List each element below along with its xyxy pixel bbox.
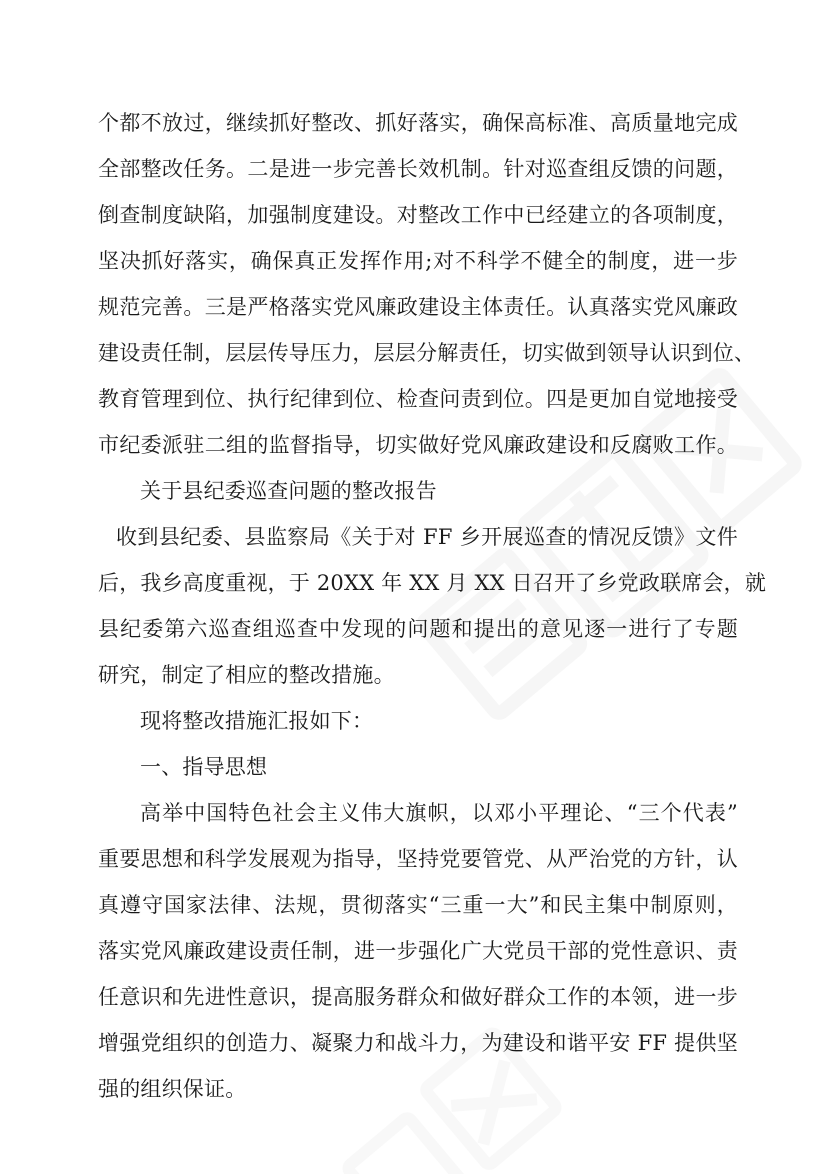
text-line: 规范完善。三是严格落实党风廉政建设主体责任。认真落实党风廉政 <box>98 295 738 319</box>
text-line: 强的组织保证。 <box>98 1077 247 1101</box>
text-line: 增强党组织的创造力、凝聚力和战斗力，为建设和谐平安 FF 提供坚 <box>98 1031 738 1055</box>
text-line: 教育管理到位、执行纪律到位、检查问责到位。四是更加自觉地接受 <box>98 387 738 411</box>
document-body <box>98 100 767 1112</box>
text-line: 县纪委第六巡查组巡查中发现的问题和提出的意见逐一进行了专题 <box>98 617 738 641</box>
text-line: 市纪委派驻二组的监督指导，切实做好党风廉政建设和反腐败工作。 <box>98 433 738 457</box>
text-line: 个都不放过，继续抓好整改、抓好落实，确保高标准、高质量地完成 <box>98 111 738 135</box>
section-heading: 一、指导思想 <box>140 755 268 779</box>
text-line: 后，我乡高度重视，于 20XX 年 XX 月 XX 日召开了乡党政联席会，就 <box>98 571 767 595</box>
report-title: 关于县纪委巡查问题的整改报告 <box>140 479 437 503</box>
text-line: 任意识和先进性意识，提高服务群众和做好群众工作的本领，进一步 <box>98 985 738 1009</box>
text-line: 全部整改任务。二是进一步完善长效机制。针对巡查组反馈的问题， <box>98 157 738 181</box>
text-line: 建设责任制，层层传导压力，层层分解责任，切实做到领导认识到位、 <box>98 341 756 365</box>
text-line: 真遵守国家法律、法规，贯彻落实“三重一大”和民主集中制原则， <box>98 893 738 917</box>
text-line: 落实党风廉政建设责任制，进一步强化广大党员干部的党性意识、责 <box>98 939 738 963</box>
text-line: 高举中国特色社会主义伟大旗帜，以邓小平理论、“三个代表” <box>140 801 738 825</box>
text-line: 重要思想和科学发展观为指导，坚持党要管党、从严治党的方针，认 <box>98 847 738 871</box>
text-line: 研究，制定了相应的整改措施。 <box>98 663 395 687</box>
text-line: 坚决抓好落实，确保真正发挥作用;对不科学不健全的制度，进一步 <box>98 249 738 273</box>
text-line: 收到县纪委、县监察局《关于对 FF 乡开展巡查的情况反馈》文件 <box>116 525 738 549</box>
text-line: 现将整改措施汇报如下： <box>140 709 374 733</box>
text-line: 倒查制度缺陷，加强制度建设。对整改工作中已经建立的各项制度， <box>98 203 738 227</box>
